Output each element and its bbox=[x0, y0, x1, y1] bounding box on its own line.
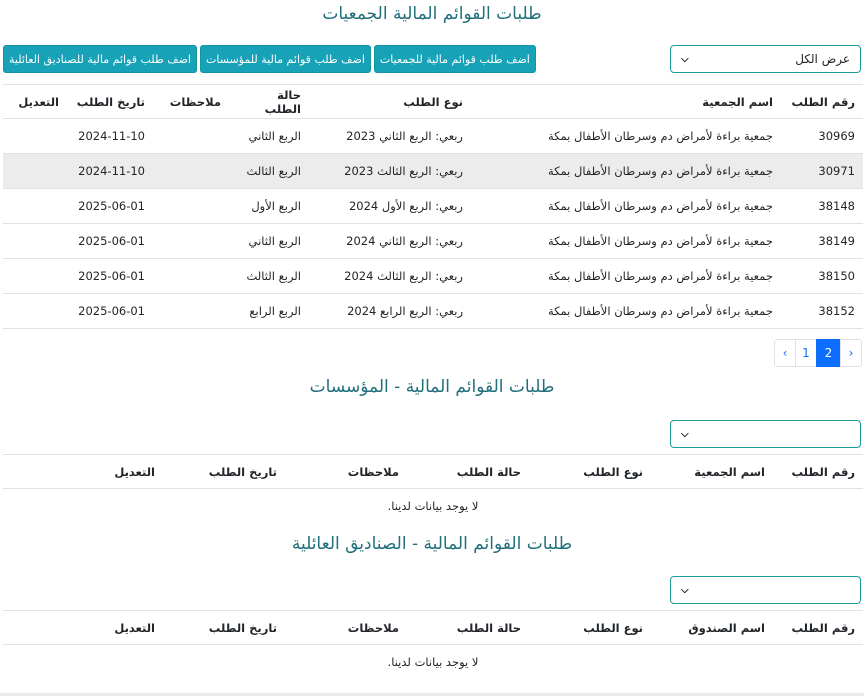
cell-notes bbox=[153, 119, 229, 154]
cell-request-date: 2025-06-01 bbox=[67, 189, 153, 224]
family-funds-title: طلبات القوائم المالية - الصناديق العائلية bbox=[291, 534, 573, 554]
header-fund-name[interactable]: اسم الصندوق bbox=[651, 611, 773, 645]
header-notes[interactable]: ملاحظات bbox=[285, 611, 407, 645]
family-funds-filter-select[interactable] bbox=[670, 576, 861, 604]
cell-edit[interactable] bbox=[3, 224, 67, 259]
table-row[interactable] bbox=[3, 119, 863, 154]
chevron-down-icon: ⌵ bbox=[681, 428, 689, 440]
institutions-table bbox=[3, 454, 863, 523]
header-notes[interactable]: ملاحظات bbox=[153, 85, 229, 119]
header-request-type[interactable]: نوع الطلب bbox=[529, 611, 651, 645]
cell-request-status: الربع الثالث bbox=[229, 259, 309, 294]
header-edit: التعديل bbox=[3, 611, 163, 645]
cell-association-name: جمعية براءة لأمراض دم وسرطان الأطفال بمكة bbox=[471, 259, 781, 294]
table-row[interactable] bbox=[3, 154, 863, 189]
associations-filter-select[interactable] bbox=[670, 45, 861, 73]
empty-row bbox=[3, 489, 863, 523]
chevron-down-icon: ⌵ bbox=[681, 584, 689, 596]
cell-request-type: ربعي: الربع الثالث 2024 bbox=[309, 259, 471, 294]
cell-request-status: الربع الثالث bbox=[229, 154, 309, 189]
header-request-date[interactable]: تاريخ الطلب bbox=[163, 455, 285, 489]
cell-request-type: ربعي: الربع الثالث 2023 bbox=[309, 154, 471, 189]
cell-request-type: ربعي: الربع الثاني 2024 bbox=[309, 224, 471, 259]
table-row[interactable] bbox=[3, 224, 863, 259]
cell-association-name: جمعية براءة لأمراض دم وسرطان الأطفال بمكة bbox=[471, 294, 781, 329]
cell-request-type: ربعي: الربع الأول 2024 bbox=[309, 189, 471, 224]
cell-edit[interactable] bbox=[3, 294, 67, 329]
institutions-title: طلبات القوائم المالية - المؤسسات bbox=[309, 377, 555, 397]
cell-edit[interactable] bbox=[3, 259, 67, 294]
header-edit: التعديل bbox=[3, 455, 163, 489]
pagination-prev[interactable]: ‹ bbox=[774, 339, 796, 367]
table-row[interactable] bbox=[3, 189, 863, 224]
cell-request-type: ربعي: الربع الثاني 2023 bbox=[309, 119, 471, 154]
cell-notes bbox=[153, 189, 229, 224]
cell-request-status: الربع الأول bbox=[229, 189, 309, 224]
associations-table bbox=[3, 84, 863, 329]
header-request-number[interactable]: رقم الطلب bbox=[781, 85, 863, 119]
filter-value: عرض الكل bbox=[795, 52, 850, 66]
header-request-number[interactable]: رقم الطلب bbox=[773, 455, 863, 489]
header-request-date[interactable]: تاريخ الطلب bbox=[163, 611, 285, 645]
table-header-row bbox=[3, 85, 863, 119]
family-funds-table bbox=[3, 610, 863, 679]
empty-message: لا يوجد بيانات لدينا. bbox=[387, 498, 479, 513]
header-request-type[interactable]: نوع الطلب bbox=[529, 455, 651, 489]
cell-association-name: جمعية براءة لأمراض دم وسرطان الأطفال بمكة bbox=[471, 224, 781, 259]
cell-notes bbox=[153, 259, 229, 294]
cell-association-name: جمعية براءة لأمراض دم وسرطان الأطفال بمكة bbox=[471, 119, 781, 154]
cell-request-date: 2024-11-10 bbox=[67, 154, 153, 189]
header-association-name[interactable]: اسم الجمعية bbox=[471, 85, 781, 119]
table-row[interactable] bbox=[3, 259, 863, 294]
associations-title: طلبات القوائم المالية الجمعيات bbox=[322, 4, 542, 24]
add-associations-request-button[interactable]: اضف طلب قوائم مالية للجمعيات bbox=[374, 45, 536, 73]
cell-association-name: جمعية براءة لأمراض دم وسرطان الأطفال بمكة bbox=[471, 154, 781, 189]
cell-association-name: جمعية براءة لأمراض دم وسرطان الأطفال بمكة bbox=[471, 189, 781, 224]
header-request-number[interactable]: رقم الطلب bbox=[773, 611, 863, 645]
cell-request-type: ربعي: الربع الرابع 2024 bbox=[309, 294, 471, 329]
cell-request-number: 38150 bbox=[781, 259, 863, 294]
cell-request-status: الربع الثاني bbox=[229, 119, 309, 154]
add-request-buttons bbox=[3, 45, 536, 73]
empty-row bbox=[3, 645, 863, 679]
header-request-status[interactable]: حالة الطلب bbox=[407, 455, 529, 489]
cell-request-date: 2025-06-01 bbox=[67, 294, 153, 329]
header-edit: التعديل bbox=[3, 85, 67, 119]
institutions-filter-select[interactable] bbox=[670, 420, 861, 448]
header-notes[interactable]: ملاحظات bbox=[285, 455, 407, 489]
cell-request-date: 2025-06-01 bbox=[67, 224, 153, 259]
add-family-funds-request-button[interactable]: اضف طلب قوائم مالية للصناديق العائلية bbox=[3, 45, 197, 73]
cell-notes bbox=[153, 294, 229, 329]
header-request-date[interactable]: تاريخ الطلب bbox=[67, 85, 153, 119]
table-row[interactable] bbox=[3, 294, 863, 329]
pagination-page-2[interactable]: 2 bbox=[816, 339, 841, 367]
pagination-page-1[interactable]: 1 bbox=[795, 339, 817, 367]
cell-notes bbox=[153, 154, 229, 189]
pagination-next[interactable]: › bbox=[840, 339, 862, 367]
cell-edit[interactable] bbox=[3, 189, 67, 224]
table-header-row bbox=[3, 611, 863, 645]
cell-edit[interactable] bbox=[3, 154, 67, 189]
add-institutions-request-button[interactable]: اضف طلب قوائم مالية للمؤسسات bbox=[200, 45, 371, 73]
cell-notes bbox=[153, 224, 229, 259]
cell-request-number: 38152 bbox=[781, 294, 863, 329]
header-request-type[interactable]: نوع الطلب bbox=[309, 85, 471, 119]
cell-request-number: 30971 bbox=[781, 154, 863, 189]
header-request-status[interactable]: حالة الطلب bbox=[407, 611, 529, 645]
cell-request-number: 30969 bbox=[781, 119, 863, 154]
cell-request-number: 38148 bbox=[781, 189, 863, 224]
cell-request-number: 38149 bbox=[781, 224, 863, 259]
empty-message: لا يوجد بيانات لدينا. bbox=[387, 654, 479, 669]
cell-edit[interactable] bbox=[3, 119, 67, 154]
header-association-name[interactable]: اسم الجمعية bbox=[651, 455, 773, 489]
cell-request-date: 2025-06-01 bbox=[67, 259, 153, 294]
table-header-row bbox=[3, 455, 863, 489]
chevron-down-icon: ⌵ bbox=[681, 53, 689, 65]
cell-request-date: 2024-11-10 bbox=[67, 119, 153, 154]
header-request-status[interactable]: حالة الطلب bbox=[229, 85, 309, 119]
cell-request-status: الربع الرابع bbox=[229, 294, 309, 329]
pagination bbox=[774, 339, 862, 367]
cell-request-status: الربع الثاني bbox=[229, 224, 309, 259]
